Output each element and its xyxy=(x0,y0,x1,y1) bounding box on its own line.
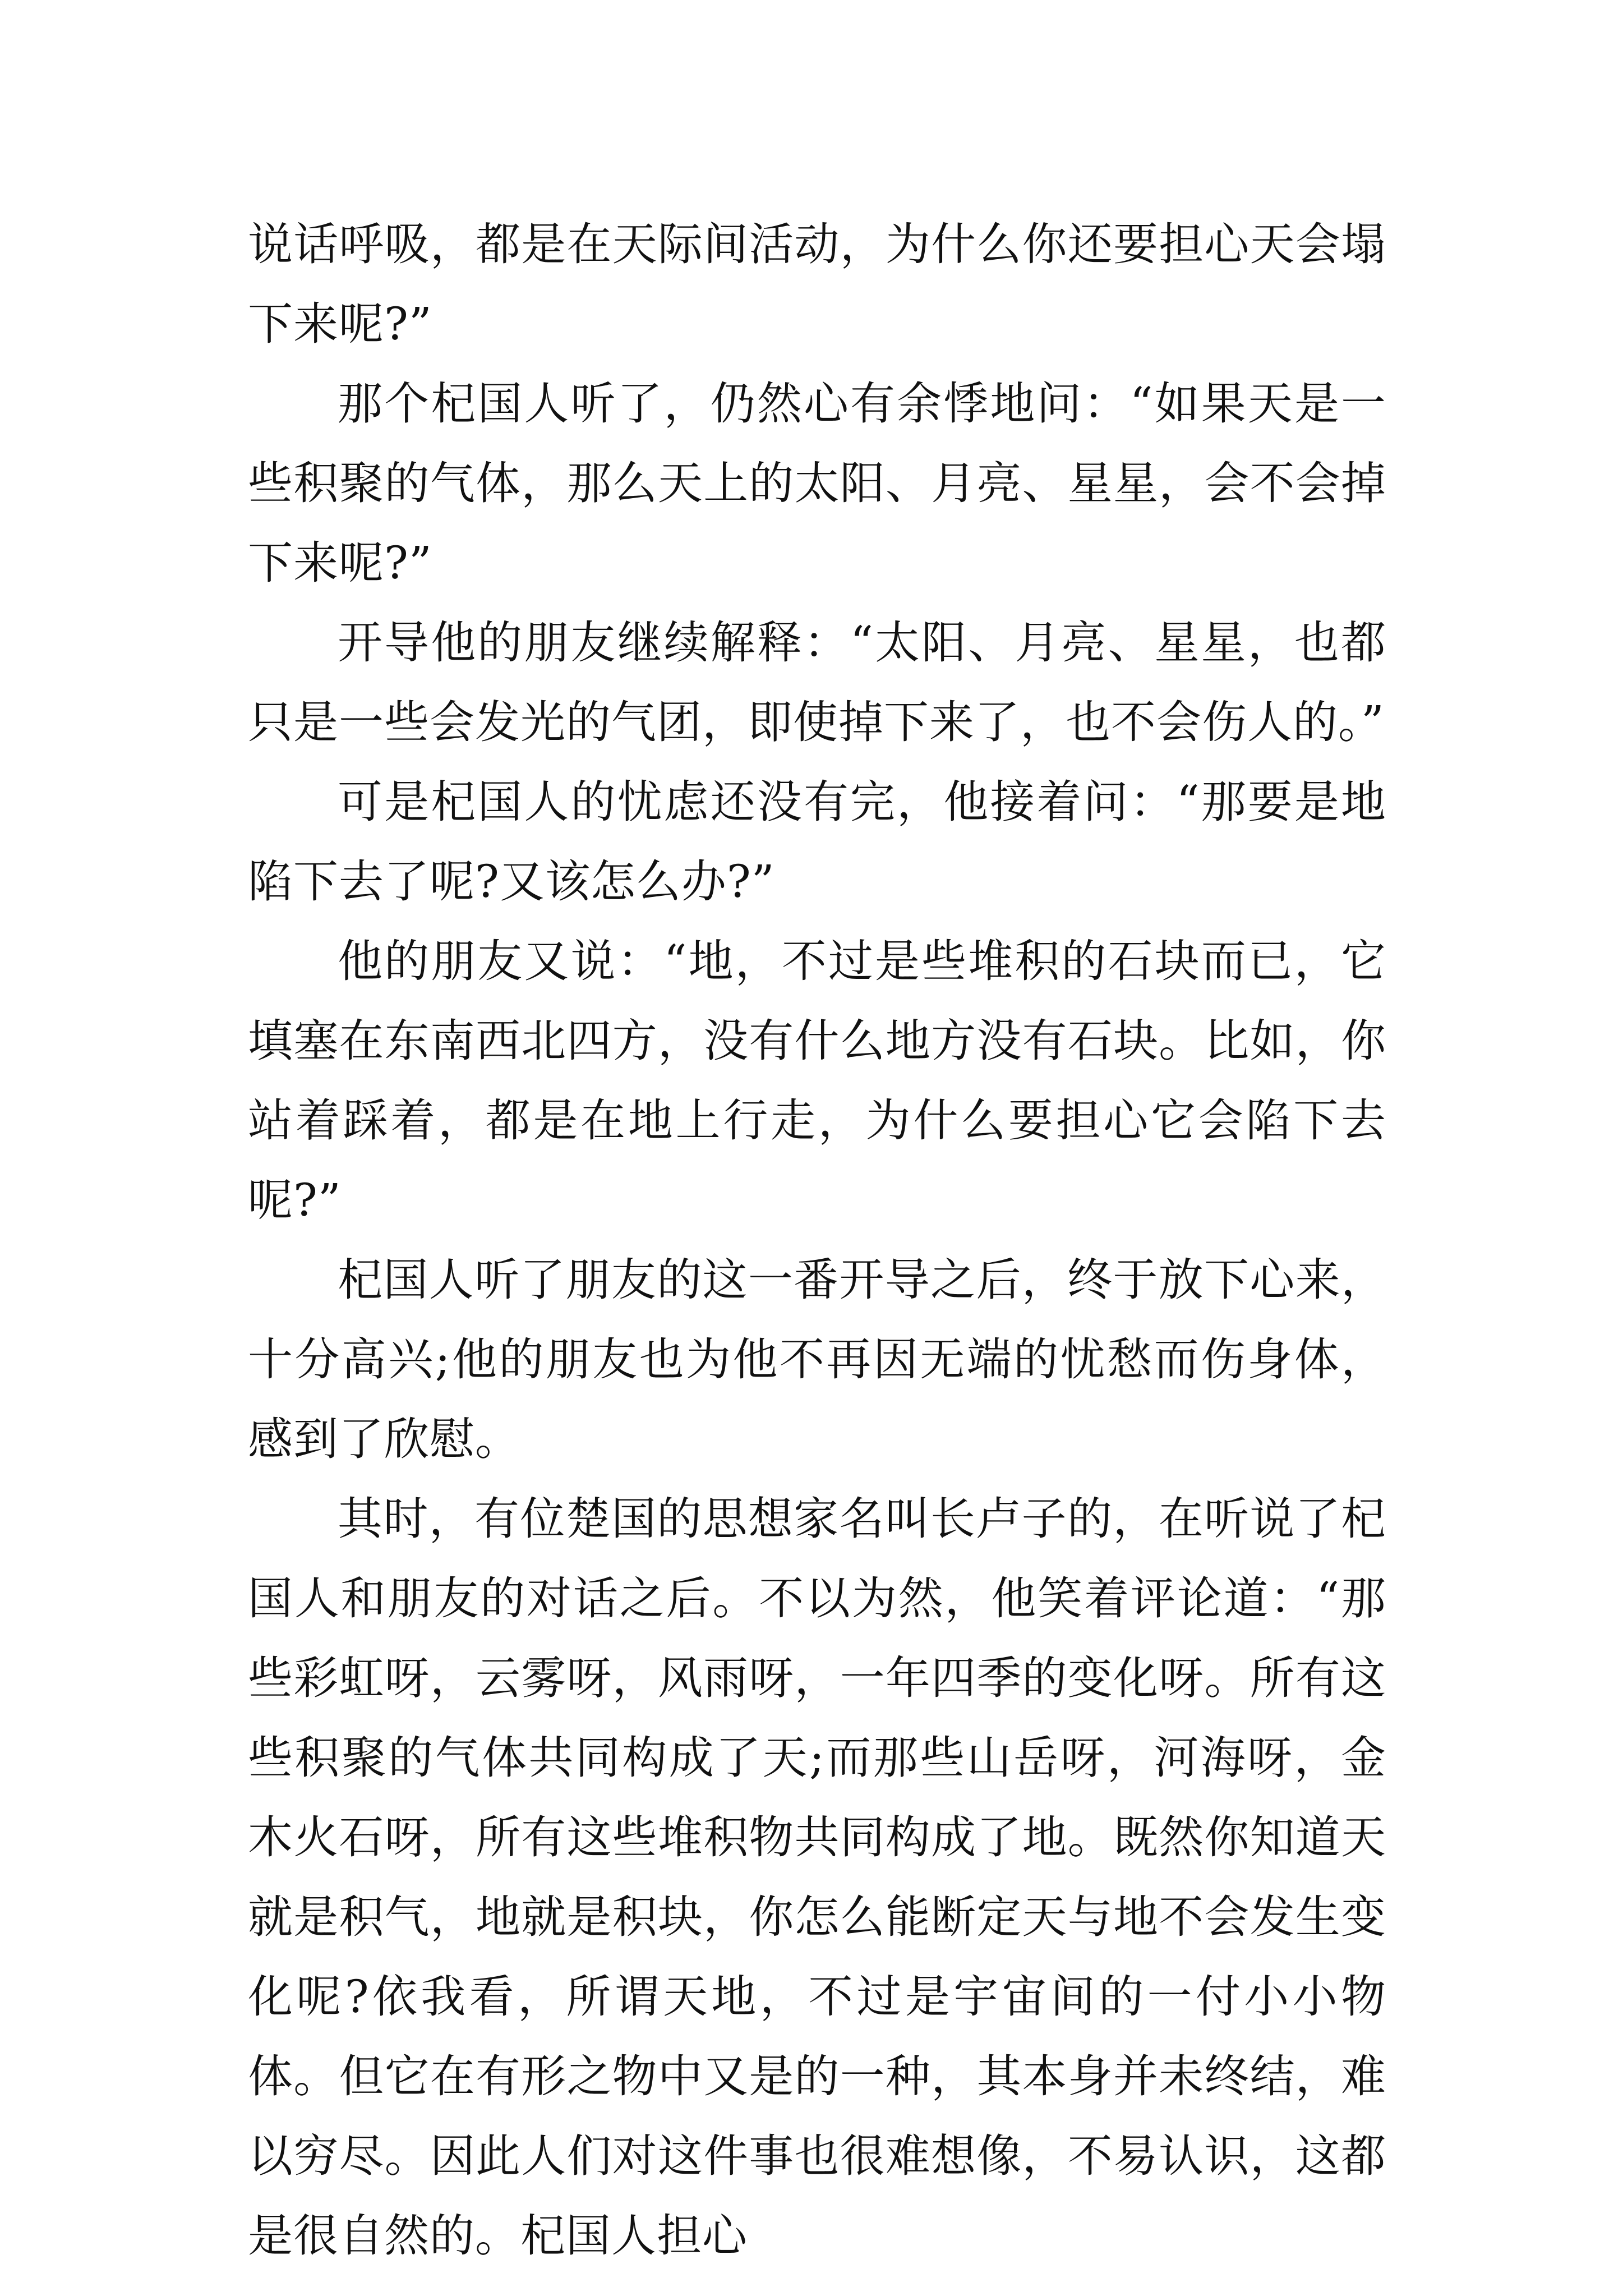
paragraph: 其时，有位楚国的思想家名叫长卢子的，在听说了杞国人和朋友的对话之后。不以为然，他笑着评论道：“那些彩虹呀，云雾呀，风雨呀，一年四季的变化呀。所有这些积聚的气体共同构成了天;而那些山岳呀，河海呀，金木火石呀，所有这些堆积物共同构成了地。既然你知道天就是积气，地就是积块，你怎么能断定天与地不会发生变化呢?依我看，所谓天地，不过是宇宙间的一付小小物体。但它在有形之物中又是的一种，其本身并未终结，难以穷尽。因此人们对这件事也很难想像，不易认识，这都是很自然的。杞国人担心 xyxy=(248,1493,1386,2262)
paragraph: 开导他的朋友继续解释：“太阳、月亮、星星，也都只是一些会发光的气团，即使掉下来了，也不会伤人的。” xyxy=(248,616,1386,748)
paragraph: 杞国人听了朋友的这一番开导之后，终于放下心来，十分高兴;他的朋友也为他不再因无端的忧愁而伤身体，感到了欣慰。 xyxy=(248,1254,1386,1465)
paragraph: 他的朋友又说：“地，不过是些堆积的石块而已，它填塞在东南西北四方，没有什么地方没有石块。比如，你站着踩着，都是在地上行走，为什么要担心它会陷下去呢?” xyxy=(248,935,1386,1226)
paragraph: 那个杞国人听了，仍然心有余悸地问：“如果天是一些积聚的气体，那么天上的太阳、月亮、星星，会不会掉下来呢?” xyxy=(248,378,1386,589)
paragraph: 可是杞国人的忧虑还没有完，他接着问：“那要是地陷下去了呢?又该怎么办?” xyxy=(248,776,1386,908)
paragraph-continuation: 说话呼吸，都是在天际间活动，为什么你还要担心天会塌下来呢?” xyxy=(248,218,1386,350)
body-text xyxy=(248,205,1386,2276)
